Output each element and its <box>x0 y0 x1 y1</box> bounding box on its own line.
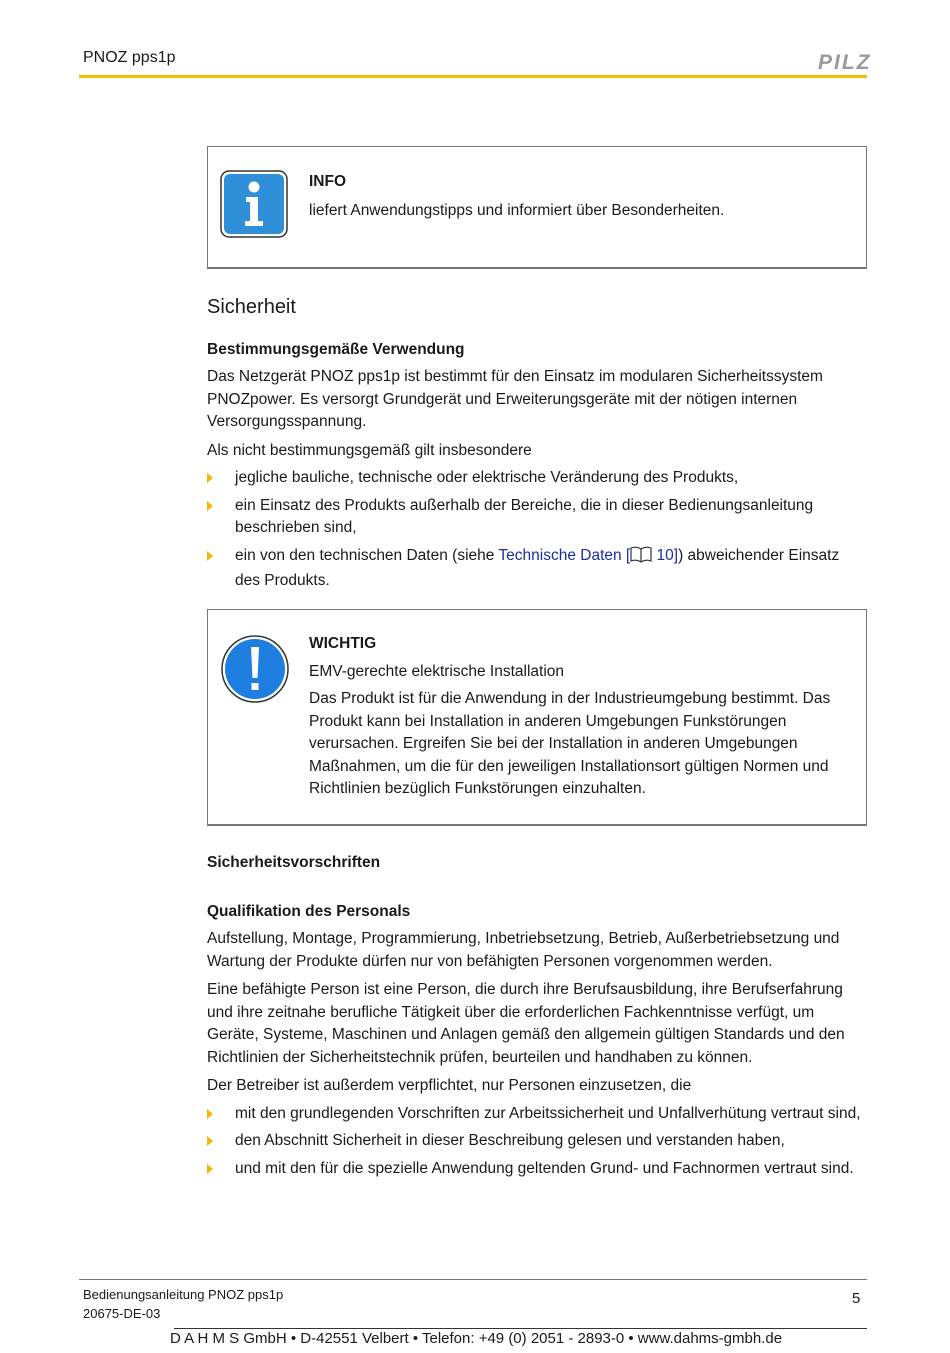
bullet-arrow-icon <box>207 1136 213 1146</box>
info-heading: INFO <box>309 173 347 190</box>
qualification-lead: Der Betreiber ist außerdem verpflichtet, nur Personen einzusetzen, die <box>207 1077 692 1094</box>
misuse-list <box>207 467 867 593</box>
intended-use-paragraph: Das Netzgerät PNOZ pps1p ist bestimmt für den Einsatz im modularen Sicherheitssystem PNOZpower. Es versorgt Grundgerät und Erweiterungsgeräte mit der nötigen internen Versorgungsspannung. <box>207 368 823 430</box>
stamp-divider <box>174 1328 867 1329</box>
bullet-arrow-icon <box>207 473 213 483</box>
intended-use-heading: Bestimmungsgemäße Verwendung <box>207 340 465 358</box>
regulations-heading: Sicherheitsvorschriften <box>207 854 381 871</box>
pilz-logo: PILZ <box>818 51 872 74</box>
dahms-stamp: D A H M S GmbH • D-42551 Velbert • Telefon: +49 (0) 2051 - 2893-0 • www.dahms-gmbh.de <box>170 1330 783 1347</box>
bullet-arrow-icon <box>207 1109 213 1119</box>
header-divider <box>79 75 867 78</box>
footer-divider <box>79 1279 867 1280</box>
footer-doc-title: Bedienungsanleitung PNOZ pps1p <box>83 1287 284 1302</box>
footer-doc-number: 20675-DE-03 <box>83 1306 161 1321</box>
info-box <box>207 146 867 269</box>
list-item: den Abschnitt Sicherheit in dieser Beschreibung gelesen und verstanden haben, <box>207 1130 867 1153</box>
list-item: jegliche bauliche, technische oder elektrische Veränderung des Produkts, <box>207 467 867 490</box>
list-item: ein Einsatz des Produkts außerhalb der Bereiche, die in dieser Bedienungsanleitung beschrieben sind, <box>207 495 867 540</box>
list-item: ein von den technischen Daten (siehe Technische Daten [ 10]) abweichender Einsatz des Produkts. <box>207 545 867 593</box>
qualification-list <box>207 1103 867 1181</box>
list-item: und mit den für die spezielle Anwendung geltenden Grund- und Fachnormen vertraut sind. <box>207 1158 867 1181</box>
list-item: mit den grundlegenden Vorschriften zur Arbeitssicherheit und Unfallverhütung vertraut sind, <box>207 1103 867 1126</box>
notice-text: Das Produkt ist für die Anwendung in der Industrieumgebung bestimmt. Das Produkt kann bei Installation in anderen Umgebungen Funkstörungen verursachen. Ergreifen Sie bei der Installation in anderen Umgebungen Maßnahmen, um die für den jeweiligen Installationsort gültigen Normen und Richtlinien bezüglich Funkstörungen einzuhalten. <box>309 690 831 797</box>
bullet-arrow-icon <box>207 1164 213 1174</box>
notice-box <box>207 609 867 826</box>
page-number: 5 <box>852 1290 861 1307</box>
qualification-heading: Qualifikation des Personals <box>207 902 411 920</box>
qualification-paragraph-1: Aufstellung, Montage, Programmierung, Inbetriebsetzung, Betrieb, Außerbetriebsetzung und Wartung der Produkte dürfen nur von befähigten Personen vorgenommen werden. <box>207 930 840 970</box>
info-icon <box>220 170 288 243</box>
notice-heading: WICHTIG <box>309 635 377 652</box>
exclamation-icon <box>220 634 290 709</box>
qualification-paragraph-2: Eine befähigte Person ist eine Person, die durch ihre Berufsausbildung, ihre Berufserfahrung und ihre zeitnahe berufliche Tätigkeit über die erforderlichen Fachkenntnisse verfügt, um Geräte, Systeme, Maschinen und Anlagen gemäß den allgemein gültigen Standards und den Richtlinien der Sicherheitstechnik prüfen, beurteilen und handhaben zu können. <box>207 981 845 1066</box>
notice-subheading: EMV-gerechte elektrische Installation <box>309 662 565 680</box>
technical-data-link[interactable]: Technische Daten [ 10] <box>498 547 678 564</box>
header-title: PNOZ pps1p <box>83 49 176 66</box>
footer-document-info <box>83 1285 283 1323</box>
book-icon <box>630 546 652 571</box>
section-title: Sicherheit <box>207 296 296 318</box>
intended-use-lead: Als nicht bestimmungsgemäß gilt insbesondere <box>207 441 532 459</box>
info-text: liefert Anwendungstipps und informiert über Besonderheiten. <box>309 201 725 219</box>
bullet-arrow-icon <box>207 501 213 511</box>
bullet-arrow-icon <box>207 551 213 561</box>
